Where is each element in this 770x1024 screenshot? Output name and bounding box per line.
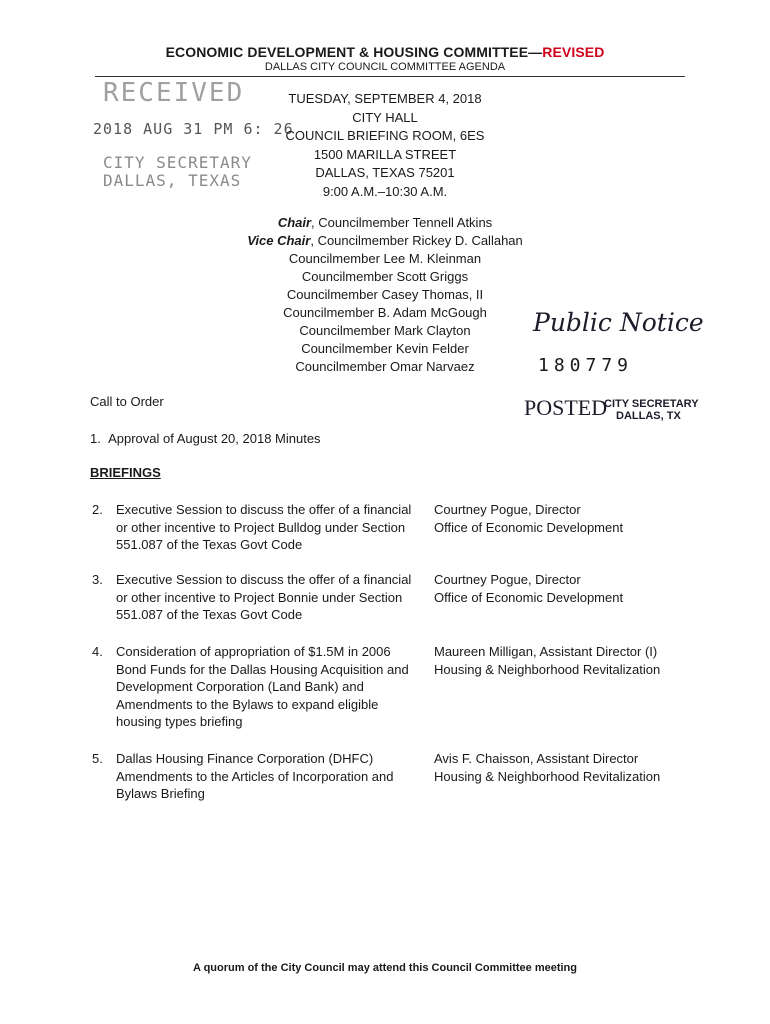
title-main: ECONOMIC DEVELOPMENT & HOUSING COMMITTEE— — [165, 44, 543, 60]
meeting-room: COUNCIL BRIEFING ROOM, 6ES — [285, 128, 485, 143]
item-text-line: 551.087 of the Texas Govt Code — [116, 537, 303, 552]
item-number: 3. — [92, 572, 103, 587]
meeting-details — [270, 90, 500, 201]
presenter-name: Maureen Milligan, Assistant Director (I) — [434, 644, 658, 659]
agenda-subtitle: DALLAS CITY COUNCIL COMMITTEE AGENDA — [264, 61, 506, 73]
chair-line — [200, 214, 570, 232]
presenter-name: Avis F. Chaisson, Assistant Director — [434, 751, 639, 766]
agenda-item-5 — [92, 750, 412, 803]
item-text-line: 551.087 of the Texas Govt Code — [116, 607, 303, 622]
presenter-item-2 — [434, 501, 734, 536]
posted-stamp: POSTED — [524, 395, 608, 420]
presenter-department: Housing & Neighborhood Revitalization — [434, 661, 661, 677]
member-name: Councilmember B. Adam McGough — [283, 305, 487, 320]
item-text-line: housing types briefing — [116, 714, 243, 729]
received-stamp: RECEIVED — [103, 78, 245, 108]
header-rule — [95, 76, 685, 77]
quorum-notice: A quorum of the City Council may attend this Council Committee meeting — [192, 962, 577, 974]
presenter-name: Courtney Pogue, Director — [434, 502, 581, 517]
presenter-name: Courtney Pogue, Director — [434, 572, 581, 587]
public-notice-label: Public Notice — [533, 308, 704, 337]
posted-city-secretary — [604, 398, 699, 422]
meeting-city: DALLAS, TEXAS 75201 — [315, 165, 455, 180]
posted-dallas-line: DALLAS, TX — [616, 410, 681, 422]
item-text-line: or other incentive to Project Bulldog under Section — [116, 519, 406, 535]
item-text: Approval of August 20, 2018 Minutes — [108, 431, 321, 446]
item-text-line: Bylaws Briefing — [116, 786, 205, 801]
item-text-line: Executive Session to discuss the offer of a financial — [116, 572, 412, 587]
agenda-item-3 — [92, 571, 412, 624]
vice-chair-line — [200, 232, 570, 250]
presenter-department: Office of Economic Development — [434, 589, 624, 605]
member-name: Councilmember Scott Griggs — [301, 269, 469, 284]
meeting-time: 9:00 A.M.–10:30 A.M. — [322, 183, 448, 199]
vice-chair-role: Vice Chair — [247, 233, 311, 248]
meeting-street: 1500 MARILLA STREET — [313, 146, 457, 162]
agenda-title — [0, 44, 770, 60]
chair-name: , Councilmember Tennell Atkins — [311, 215, 493, 230]
presenter-department: Office of Economic Development — [434, 519, 624, 535]
agenda-item-1 — [90, 430, 321, 448]
item-text-line: Consideration of appropriation of $1.5M in 2006 — [116, 644, 391, 659]
item-text-line: Dallas Housing Finance Corporation (DHFC) — [116, 751, 374, 766]
item-number: 4. — [92, 644, 103, 659]
meeting-date: TUESDAY, SEPTEMBER 4, 2018 — [288, 91, 482, 106]
briefings-heading: BRIEFINGS — [90, 465, 161, 480]
member-name: Councilmember Kevin Felder — [301, 341, 469, 356]
presenter-item-4 — [434, 643, 734, 678]
presenter-item-3 — [434, 571, 734, 606]
item-text-line: Bond Funds for the Dallas Housing Acquisition and — [116, 661, 409, 677]
call-to-order: Call to Order — [90, 394, 164, 409]
posted-city-secretary-line: CITY SECRETARY — [604, 398, 699, 410]
stamp-city-secretary: CITY SECRETARY — [103, 153, 252, 172]
member-name: Councilmember Mark Clayton — [299, 323, 471, 338]
vice-chair-name: , Councilmember Rickey D. Callahan — [310, 233, 523, 248]
agenda-item-2 — [92, 501, 412, 554]
item-text-line: Amendments to the Articles of Incorporation and — [116, 768, 394, 784]
public-notice-number: 180779 — [538, 355, 634, 376]
member-name: Councilmember Casey Thomas, II — [286, 287, 484, 302]
item-text-line: or other incentive to Project Bonnie under Section — [116, 589, 403, 605]
chair-role: Chair — [277, 215, 312, 230]
presenter-item-5 — [434, 750, 734, 785]
presenter-department: Housing & Neighborhood Revitalization — [434, 768, 661, 784]
committee-members — [200, 214, 570, 376]
item-number: 5. — [92, 751, 103, 766]
item-number: 1. — [90, 431, 101, 446]
item-text-line: Development Corporation (Land Bank) and — [116, 679, 364, 694]
stamp-dallas-texas: DALLAS, TEXAS — [103, 171, 242, 190]
item-number: 2. — [92, 502, 103, 517]
member-name: Councilmember Lee M. Kleinman — [288, 251, 482, 266]
item-text-line: Amendments to the Bylaws to expand eligible — [116, 696, 379, 712]
item-text-line: Executive Session to discuss the offer of a financial — [116, 502, 412, 517]
agenda-item-4 — [92, 643, 412, 731]
member-name: Councilmember Omar Narvaez — [295, 359, 475, 374]
title-revised: REVISED — [542, 44, 605, 60]
received-date-stamp: 2018 AUG 31 PM 6: 26 — [93, 120, 294, 138]
meeting-building: CITY HALL — [352, 109, 418, 125]
